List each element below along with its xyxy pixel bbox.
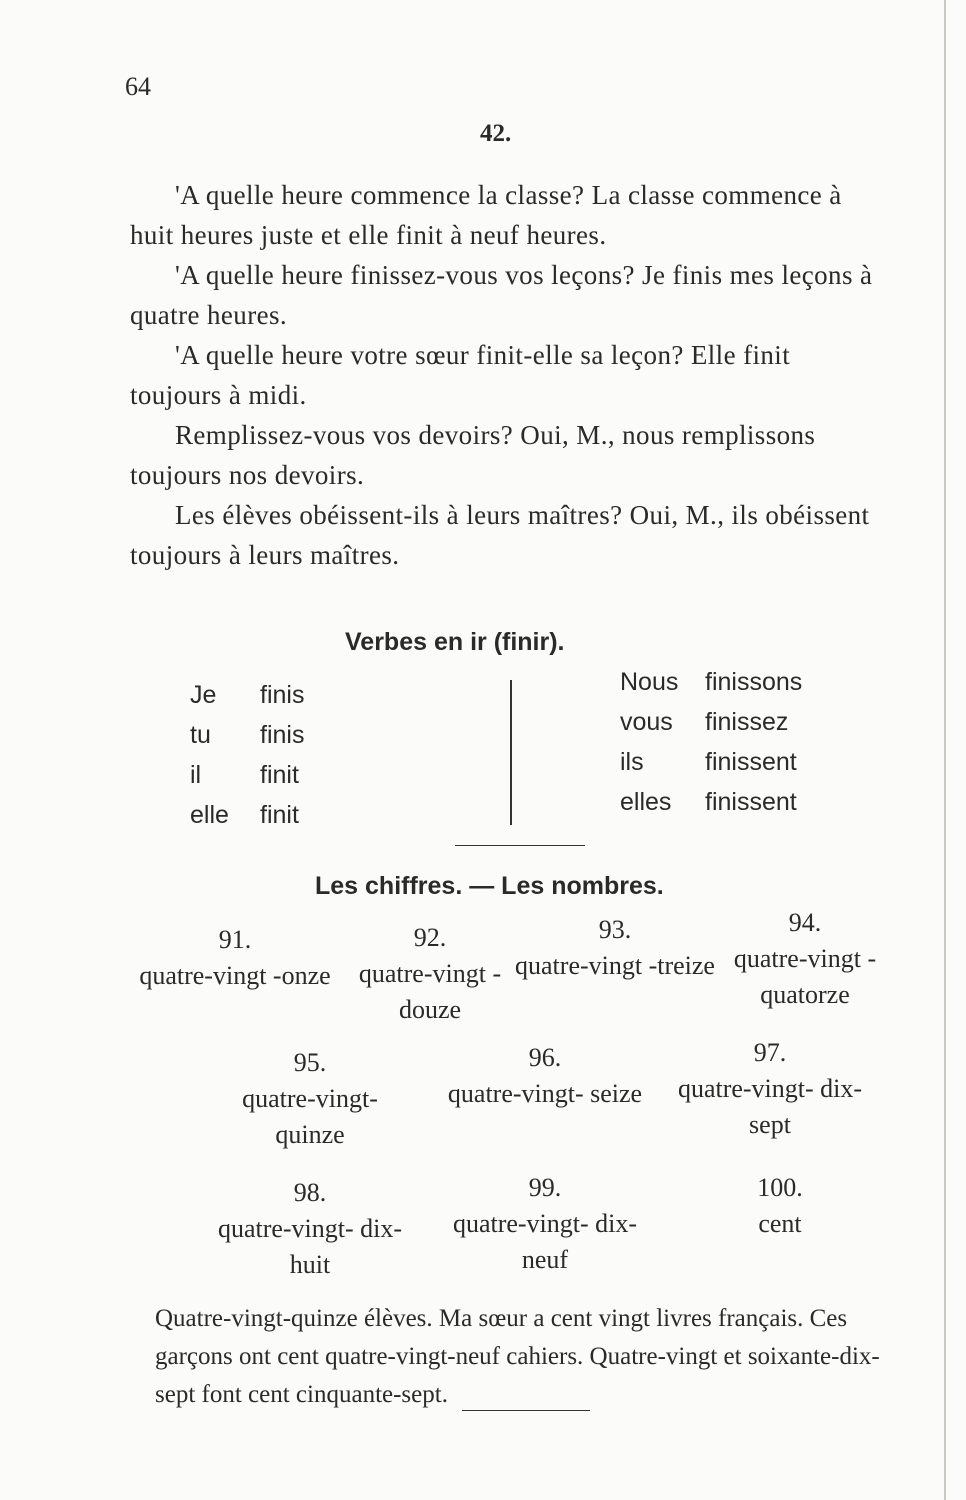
pronoun: Nous xyxy=(620,668,679,696)
number-digits: 93. xyxy=(598,915,632,944)
verbs-heading: Verbes en ir (finir). xyxy=(345,628,565,656)
numbers-heading: Les chiffres. — Les nombres. xyxy=(315,872,664,900)
pronoun: Je xyxy=(190,681,217,709)
number-digits: 91. xyxy=(218,925,252,954)
number-words: quatre-vingt- dix-neuf xyxy=(452,1209,638,1274)
number-entry xyxy=(440,1040,650,1112)
number-digits: 98. xyxy=(293,1178,327,1207)
number-words: quatre-vingt -treize xyxy=(515,951,715,980)
number-words: cent xyxy=(758,1209,802,1238)
number-entry xyxy=(330,920,530,1028)
number-entry xyxy=(680,1170,880,1242)
number-digits: 97. xyxy=(753,1038,787,1067)
number-words: quatre-vingt -quatorze xyxy=(733,944,877,1009)
verb-form: finit xyxy=(260,761,299,789)
number-words: quatre-vingt -onze xyxy=(139,961,331,990)
question-paragraph: 'A quelle heure finissez-vous vos leçons? Je finis mes leçons à quatre heures. xyxy=(130,260,873,330)
conjugation-singular-pronouns xyxy=(190,675,229,835)
number-digits: 94. xyxy=(788,908,822,937)
number-entry xyxy=(440,1170,650,1278)
question-paragraph: 'A quelle heure votre sœur finit-elle sa leçon? Elle finit toujours à midi. xyxy=(130,340,791,410)
number-entry xyxy=(135,922,335,994)
verb-form: finissons xyxy=(705,668,803,696)
number-digits: 99. xyxy=(528,1173,562,1202)
question-paragraph: Les élèves obéissent-ils à leurs maîtres? Oui, M., ils obéissent toujours à leurs maîtres. xyxy=(130,500,870,570)
number-entry xyxy=(205,1175,415,1283)
question-paragraph: Remplissez-vous vos devoirs? Oui, M., nous remplissons toujours nos devoirs. xyxy=(130,420,816,490)
verb-form: finit xyxy=(260,801,299,829)
conjugation-singular-verbs xyxy=(260,675,304,835)
verb-form: finis xyxy=(260,681,305,709)
verb-form: finis xyxy=(260,721,305,749)
verb-form: finissent xyxy=(705,748,797,776)
question-paragraph: 'A quelle heure commence la classe? La classe commence à huit heures juste et elle finit à neuf heures. xyxy=(130,180,842,250)
pronoun: vous xyxy=(620,708,673,736)
number-entry xyxy=(515,912,715,984)
pronoun: tu xyxy=(190,721,211,749)
number-digits: 96. xyxy=(528,1043,562,1072)
section-rule xyxy=(455,845,585,846)
number-words: quatre-vingt- dix-huit xyxy=(217,1214,403,1279)
conjugation-divider xyxy=(510,680,512,825)
pronoun: elles xyxy=(620,788,672,816)
number-digits: 100. xyxy=(757,1173,803,1202)
number-words: quatre-vingt- seize xyxy=(447,1079,643,1108)
number-entry xyxy=(705,905,905,1013)
conjugation-plural-pronouns xyxy=(620,662,678,822)
pronoun: ils xyxy=(620,748,644,776)
bottom-rule xyxy=(462,1410,590,1411)
pronoun: elle xyxy=(190,801,229,829)
number-words: quatre-vingt -douze xyxy=(358,959,502,1024)
closing-sentences: Quatre-vingt-quinze élèves. Ma sœur a cent vingt livres français. Ces garçons ont cent quatre-vingt-neuf cahiers. Quatre-vingt et soixante-dix-sept font cent cinquante-sept. xyxy=(155,1305,880,1408)
number-digits: 95. xyxy=(293,1048,327,1077)
number-words: quatre-vingt- dix-sept xyxy=(677,1074,863,1139)
conjugation-plural-verbs xyxy=(705,662,802,822)
number-words: quatre-vingt- quinze xyxy=(242,1084,378,1149)
lesson-number: 42. xyxy=(480,120,512,147)
number-entry xyxy=(205,1045,415,1153)
verb-form: finissent xyxy=(705,788,797,816)
number-digits: 92. xyxy=(413,923,447,952)
page-edge xyxy=(944,0,946,1500)
page-number: 64 xyxy=(125,72,151,101)
questions-block xyxy=(130,175,875,575)
number-entry xyxy=(665,1035,875,1143)
verb-form: finissez xyxy=(705,708,789,736)
pronoun: il xyxy=(190,761,202,789)
